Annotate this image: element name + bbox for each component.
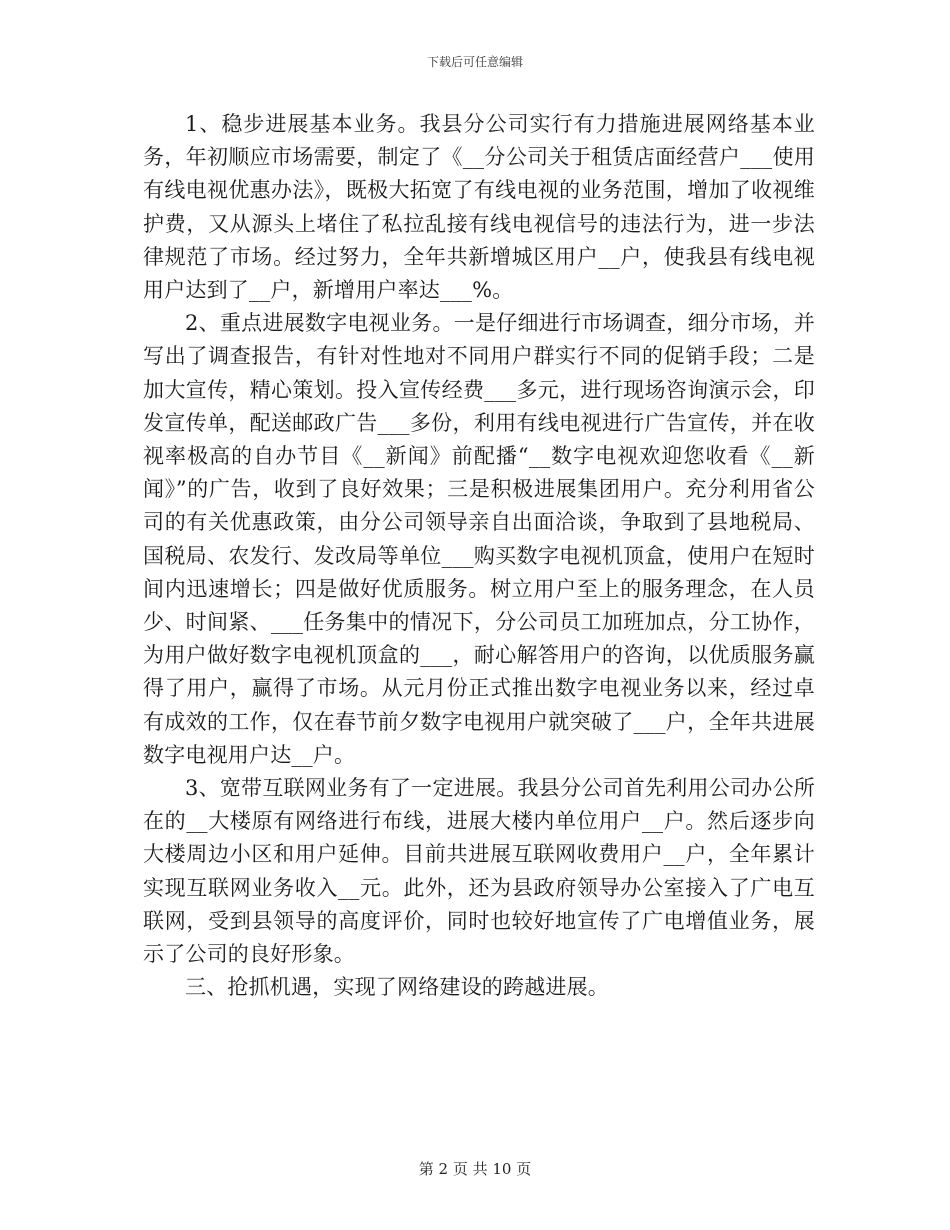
paragraph-basic-business: 1、稳步进展基本业务。我县分公司实行有力措施进展网络基本业务，年初顺应市场需要，制定了《__分公司关于租赁店面经营户___使用有线电视优惠办法》，既极大拓宽了有线电视的业务范围，增加了收视维护费，又从源头上堵住了私拉乱接有线电视信号的违法行为，进一步法律规范了市场。经过努力，全年共新增城区用户__户，使我县有线电视用户达到了__户，新增用户率达___%。 [143, 112, 815, 303]
section-heading-network-construction: 三、抢抓机遇，实现了网络建设的跨越进展。 [185, 975, 609, 1000]
paragraph-digital-tv: 2、重点进展数字电视业务。一是仔细进行市场调查，细分市场，并写出了调查报告，有针对性地对不同用户群实行不同的促销手段；二是加大宣传，精心策划。投入宣传经费___多元，进行现场咨询演示会，印发宣传单，配送邮政广告___多份，利用有线电视进行广告宣传，并在收视率极高的自办节目《__新闻》前配播“__数字电视欢迎您收看《__新闻》”的广告，收到了良好效果；三是积极进展集团用户。充分利用省公司的有关优惠政策，由分公司领导亲自出面洽谈，争取到了县地税局、国税局、农发行、发改局等单位___购买数字电视机顶盒，使用户在短时间内迅速增长；四是做好优质服务。树立用户至上的服务理念，在人员少、时间紧、___任务集中的情况下，分公司员工加班加点，分工协作，为用户做好数字电视机顶盒的___，耐心解答用户的咨询，以优质服务赢得了用户，赢得了市场。从元月份正式推出数字电视业务以来，经过卓有成效的工作，仅在春节前夕数字电视用户就突破了___户，全年共进展数字电视用户达__户。 [143, 311, 815, 767]
page-number: 第 2 页 共 10 页 [418, 1160, 532, 1178]
page-header-note: 下载后可任意编辑 [426, 55, 523, 69]
document-body [143, 108, 815, 1004]
paragraph-broadband: 3、宽带互联网业务有了一定进展。我县分公司首先利用公司办公所在的__大楼原有网络进行布线，进展大楼内单位用户__户。然后逐步向大楼周边小区和用户延伸。目前共进展互联网收费用户__户，全年累计实现互联网业务收入__元。此外，还为县政府领导办公室接入了广电互联网，受到县领导的高度评价，同时也较好地宣传了广电增值业务，展示了公司的良好形象。 [143, 776, 815, 967]
